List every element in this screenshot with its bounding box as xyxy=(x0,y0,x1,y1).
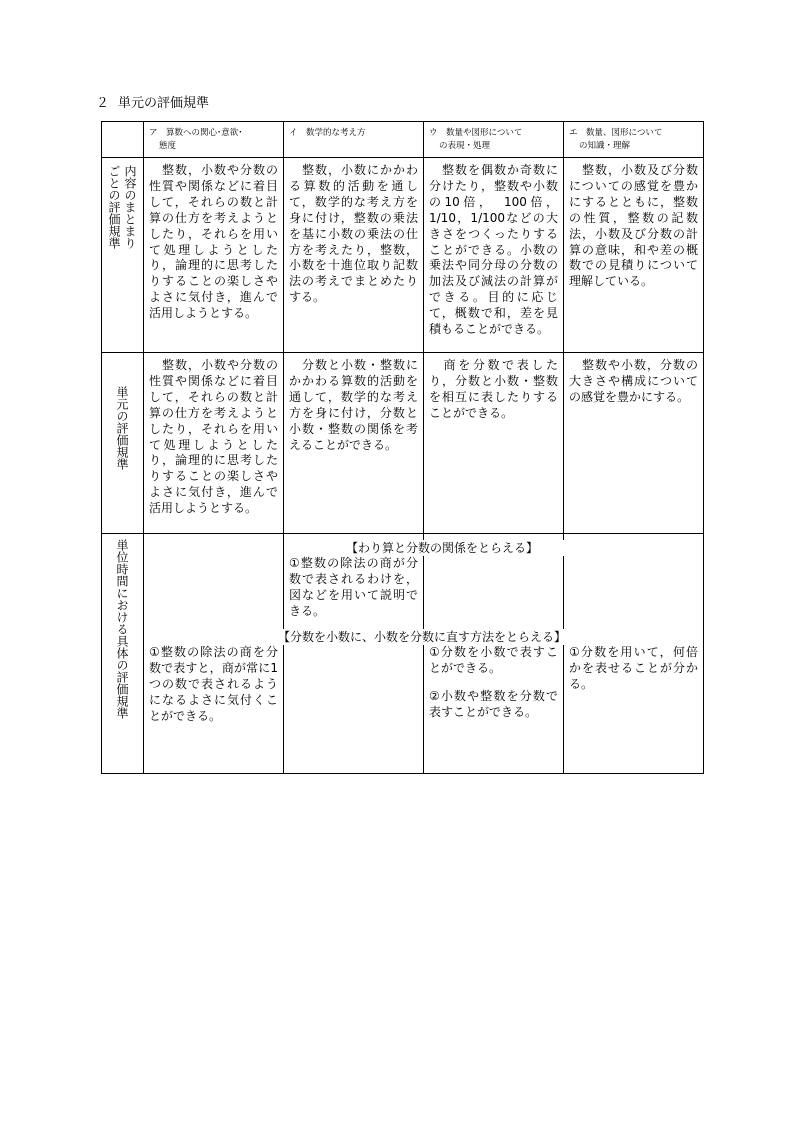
criterion-interest-conversion: ①整数の除法の商を分数で表すと，商が常に1つの数で表されるようになるよさに気付くことができる。 xyxy=(149,645,278,723)
cell-content-interest: 整数，小数や分数の性質や関係などに着目して，それらの数と計算の仕方を考えようとしたり，それらを用いて処理しようとしたり，論理的に思考したりすることの楽しさやよさに気付き，進んで活用しようとする。 xyxy=(149,163,278,321)
column-header-interest: ア 算数への関心･意欲･ 態度 xyxy=(149,128,243,151)
lesson-theme-division-fraction: 【わり算と分数の関係をとらえる】 xyxy=(317,540,567,556)
column-header-knowledge: エ 数量、図形について の知識・理解 xyxy=(569,128,663,151)
row-label-content-criteria-part2: ごとの評価規準 xyxy=(107,165,121,249)
section-heading xyxy=(96,92,209,111)
evaluation-criteria-table xyxy=(101,121,704,774)
cell-unit-thinking: 分数と小数・整数にかかわる算数的活動を通して，数学的な考え方を身に付け，分数と小数・整数の関係を考えることができる。 xyxy=(289,358,418,452)
column-divider xyxy=(423,122,424,773)
cell-content-expression: 整数を偶数か奇数に分けたり，整数や小数の10倍， 100倍，1/10，1/100などの大きさをつくったりすることができる。小数の乗法や同分母の分数の加法及び減法の計算ができる。目的に応じて，概数で和，差を見積もることができる。 xyxy=(429,163,558,337)
cell-unit-interest: 整数，小数や分数の性質や関係などに着目して，それらの数と計算の仕方を考えようとしたり，それらを用いて処理しようとしたり，論理的に思考したりすることの楽しさやよさに気付き，進んで活用しようとする。 xyxy=(149,358,278,516)
row-label-lesson-criteria: 単位時間における具体の評価規準 xyxy=(115,539,129,719)
row-divider xyxy=(102,352,703,353)
cell-unit-knowledge: 整数や小数，分数の大きさや構成についての感覚を豊かにする。 xyxy=(569,358,698,404)
row-label-content-criteria-part1: 内容のまとまり xyxy=(123,165,137,249)
column-header-expression: ウ 数量や図形について の表現・処理 xyxy=(429,128,523,151)
criterion-knowledge-conversion: ①分数を用いて，何倍かを表せることが分かる。 xyxy=(569,645,698,691)
criterion-thinking-division-fraction: ①整数の除法の商が分数で表されるわけを，図などを用いて説明できる。 xyxy=(289,556,418,618)
lesson-theme-fraction-decimal-conversion: 【分数を小数に、小数を分数に直す方法をとらえる】 xyxy=(252,629,592,645)
criterion-expression-conversion-2: ②小数や整数を分数で表すことができる。 xyxy=(429,689,558,719)
criterion-expression-conversion-1: ①分数を小数で表すことができる。 xyxy=(429,645,558,675)
column-divider xyxy=(143,122,144,773)
cell-content-thinking: 整数，小数にかかわる算数的活動を通して，数学的な考え方を身に付け，整数の乗法を基に小数の乗法の仕方を考えたり，整数，小数を十進位取り記数法の考えでまとめたりする。 xyxy=(289,163,418,305)
cell-unit-expression: 商を分数で表したり，分数と小数・整数を相互に表したりすることができる。 xyxy=(429,358,558,420)
row-label-unit-criteria: 単元の評価規準 xyxy=(115,386,129,470)
row-divider xyxy=(102,533,703,534)
column-divider xyxy=(563,122,564,773)
column-divider xyxy=(283,122,284,773)
section-number: ２ xyxy=(96,96,110,111)
cell-content-knowledge: 整数，小数及び分数についての感覚を豊かにするとともに，整数の性質，整数の記数法，小数及び分数の計算の意味，和や差の概数での見積りについて理解している。 xyxy=(569,163,698,289)
column-header-thinking: イ 数学的な考え方 xyxy=(289,128,366,138)
section-title: 単元の評価規準 xyxy=(118,96,210,111)
row-divider xyxy=(102,157,703,158)
